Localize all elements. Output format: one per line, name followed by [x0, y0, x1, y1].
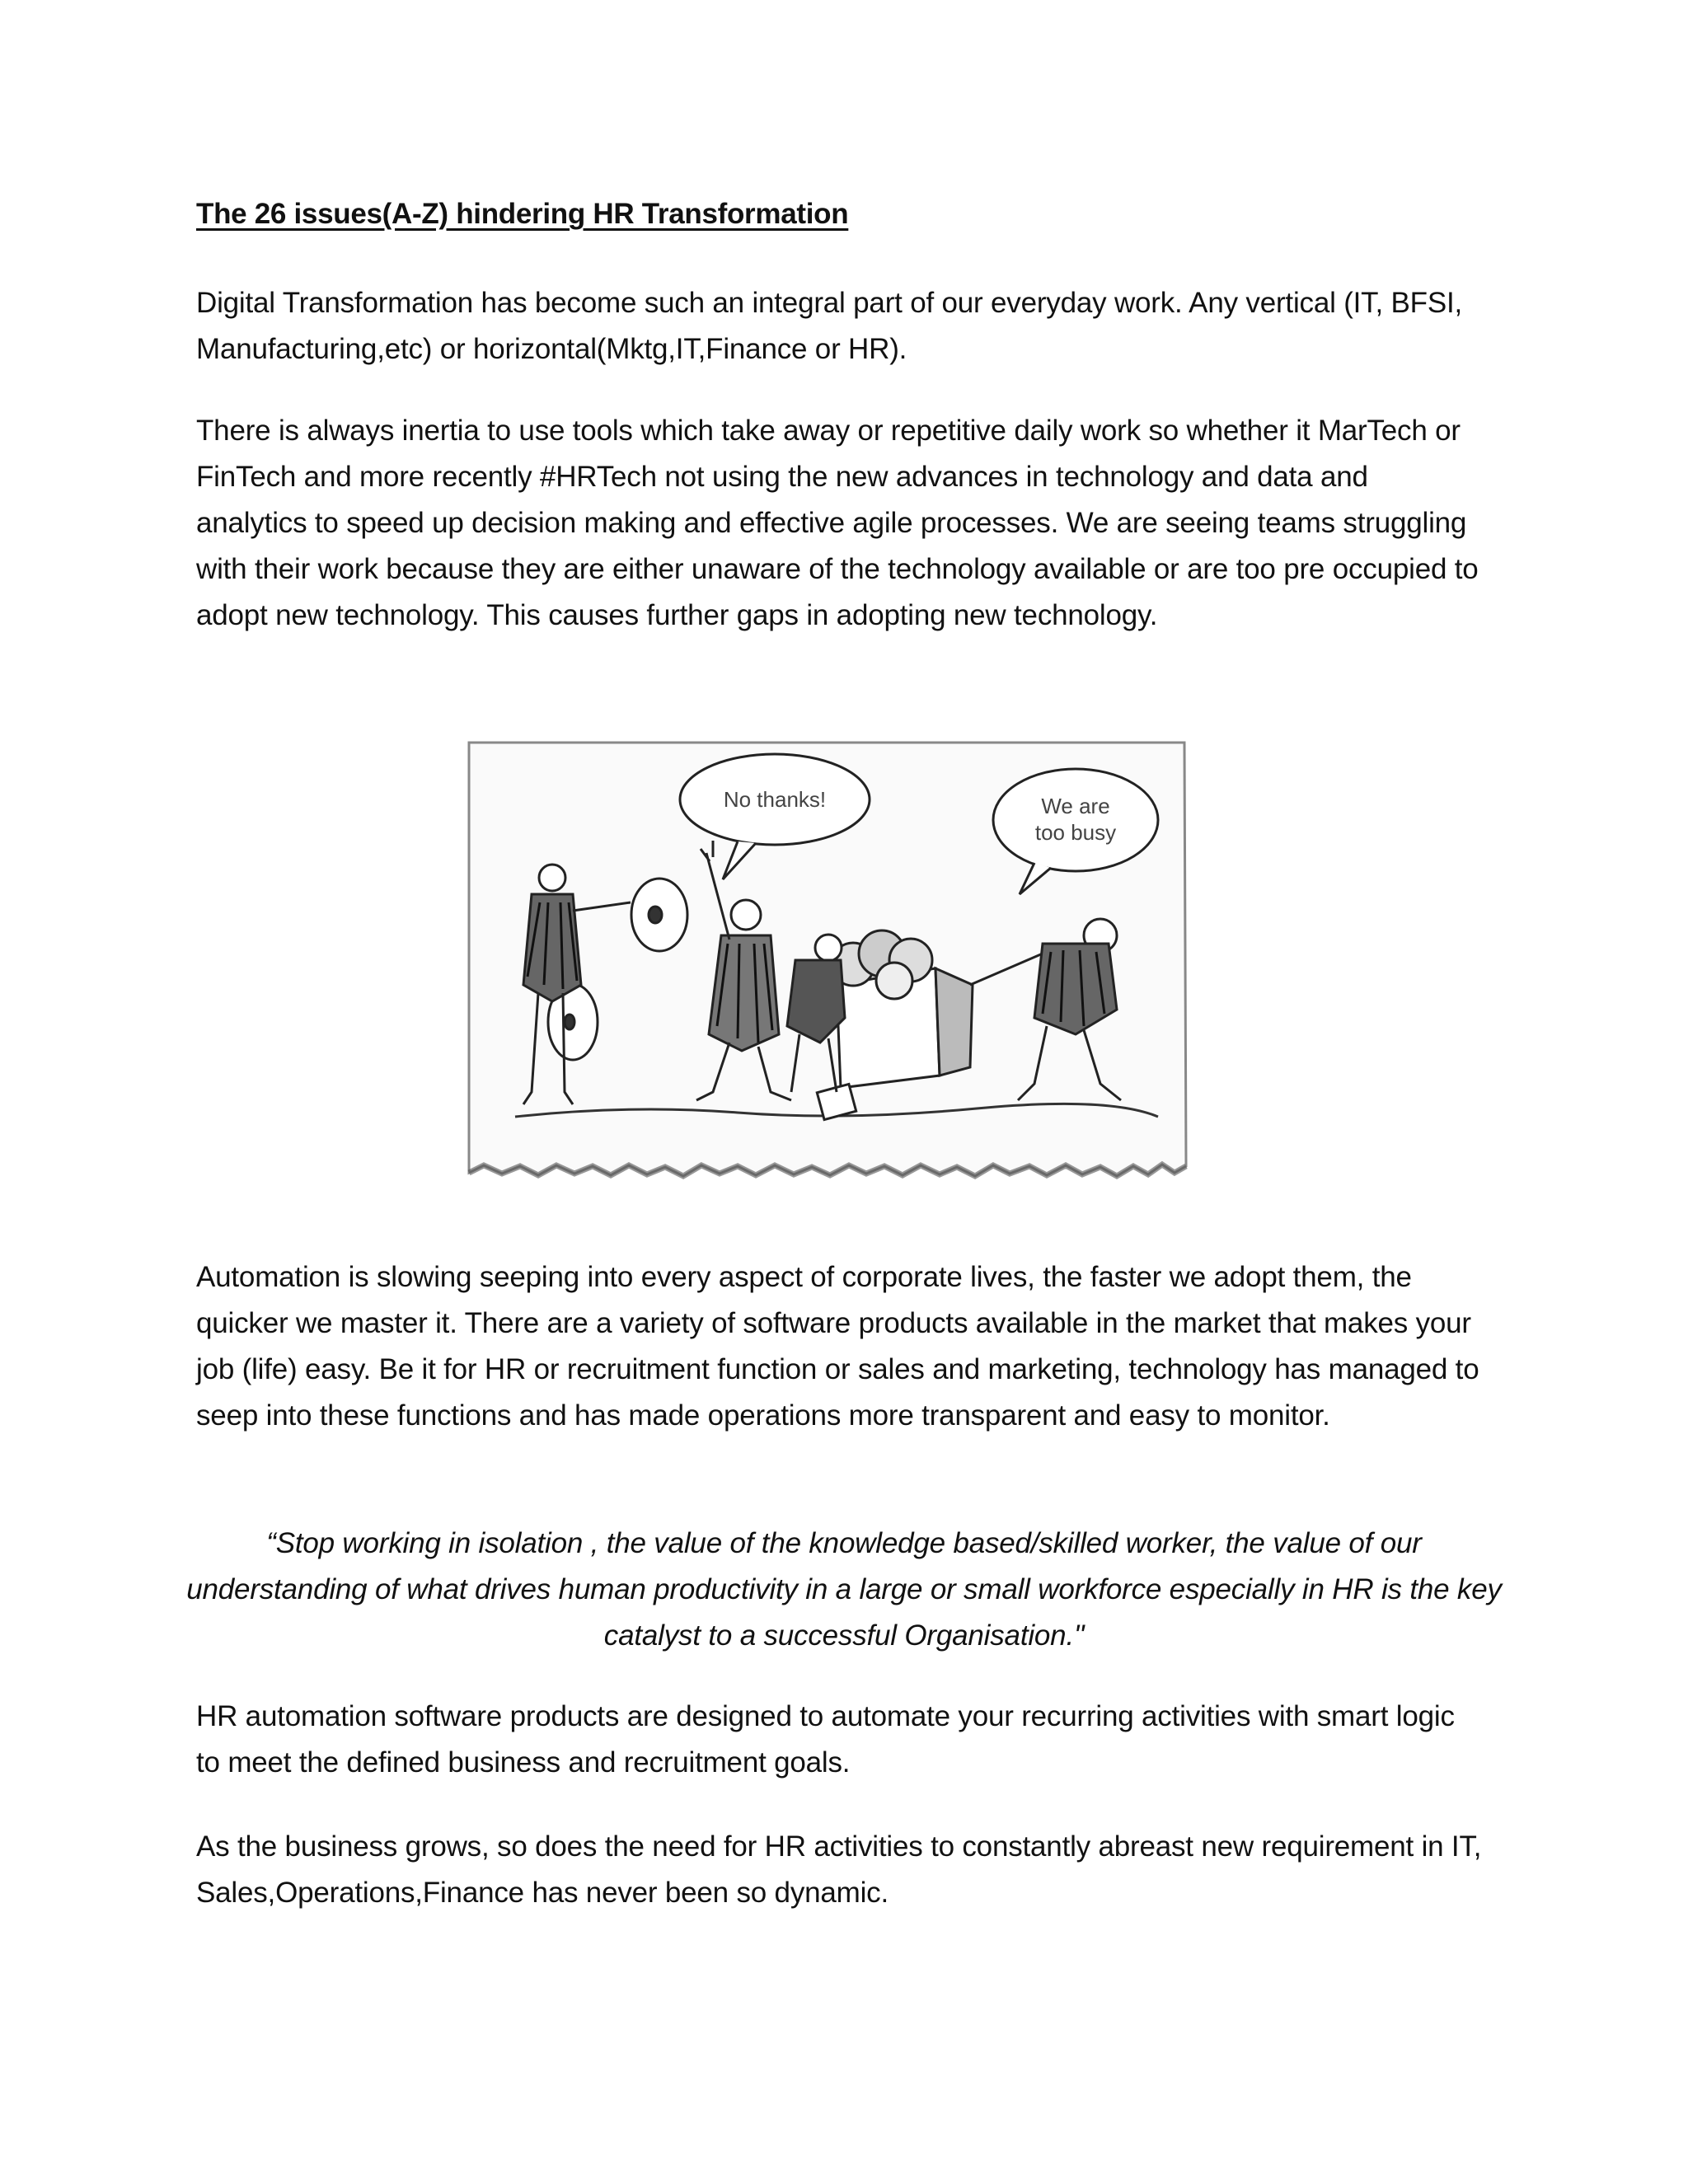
quote-block: “Stop working in isolation , the value of the knowledge based/skilled worker, the value of our understanding of what drives human productivity in a large or small workforce especially in HR is the key catalyst to a successful Organisation." [186, 1527, 1502, 1652]
bubble-left-text: No thanks! [723, 787, 827, 812]
bubble-right-text-2: too busy [1034, 820, 1117, 845]
page-title: The 26 issues(A-Z) hindering HR Transformation [196, 198, 849, 230]
paragraph-hr-automation: HR automation software products are designed to automate your recurring activities with smart logic to meet the defined business and recruitment goals. [196, 1700, 1455, 1779]
paragraph-inertia: There is always inertia to use tools which take away or repetitive daily work so whether it MarTech or FinTech and more recently #HRTech not using the new advances in technology and data and analytics to speed up decision making and effective agile processes. We are seeing teams struggling with their work because they are either unaware of the technology available or are too pre occupied to adopt new technology. This causes further gaps in adopting new technology. [196, 415, 1479, 631]
paragraph-automation: Automation is slowing seeping into every aspect of corporate lives, the faster we adopt them, the quicker we master it. There are a variety of software products available in the market that makes your job (life) easy. Be it for HR or recruitment function or sales and marketing, technology has managed to seep into these functions and has made operations more transparent and easy to monitor. [196, 1261, 1479, 1432]
cartoon-illustration [466, 738, 1191, 1207]
paragraph-business-growth: As the business grows, so does the need for HR activities to constantly abreast new requirement in IT, Sales,Operations,Finance has never been so dynamic. [196, 1830, 1482, 1909]
paragraph-intro: Digital Transformation has become such an integral part of our everyday work. Any vertical (IT, BFSI, Manufacturing,etc) or horizontal(Mktg,IT,Finance or HR). [196, 287, 1463, 365]
bubble-right-text-1: We are [1041, 794, 1110, 818]
